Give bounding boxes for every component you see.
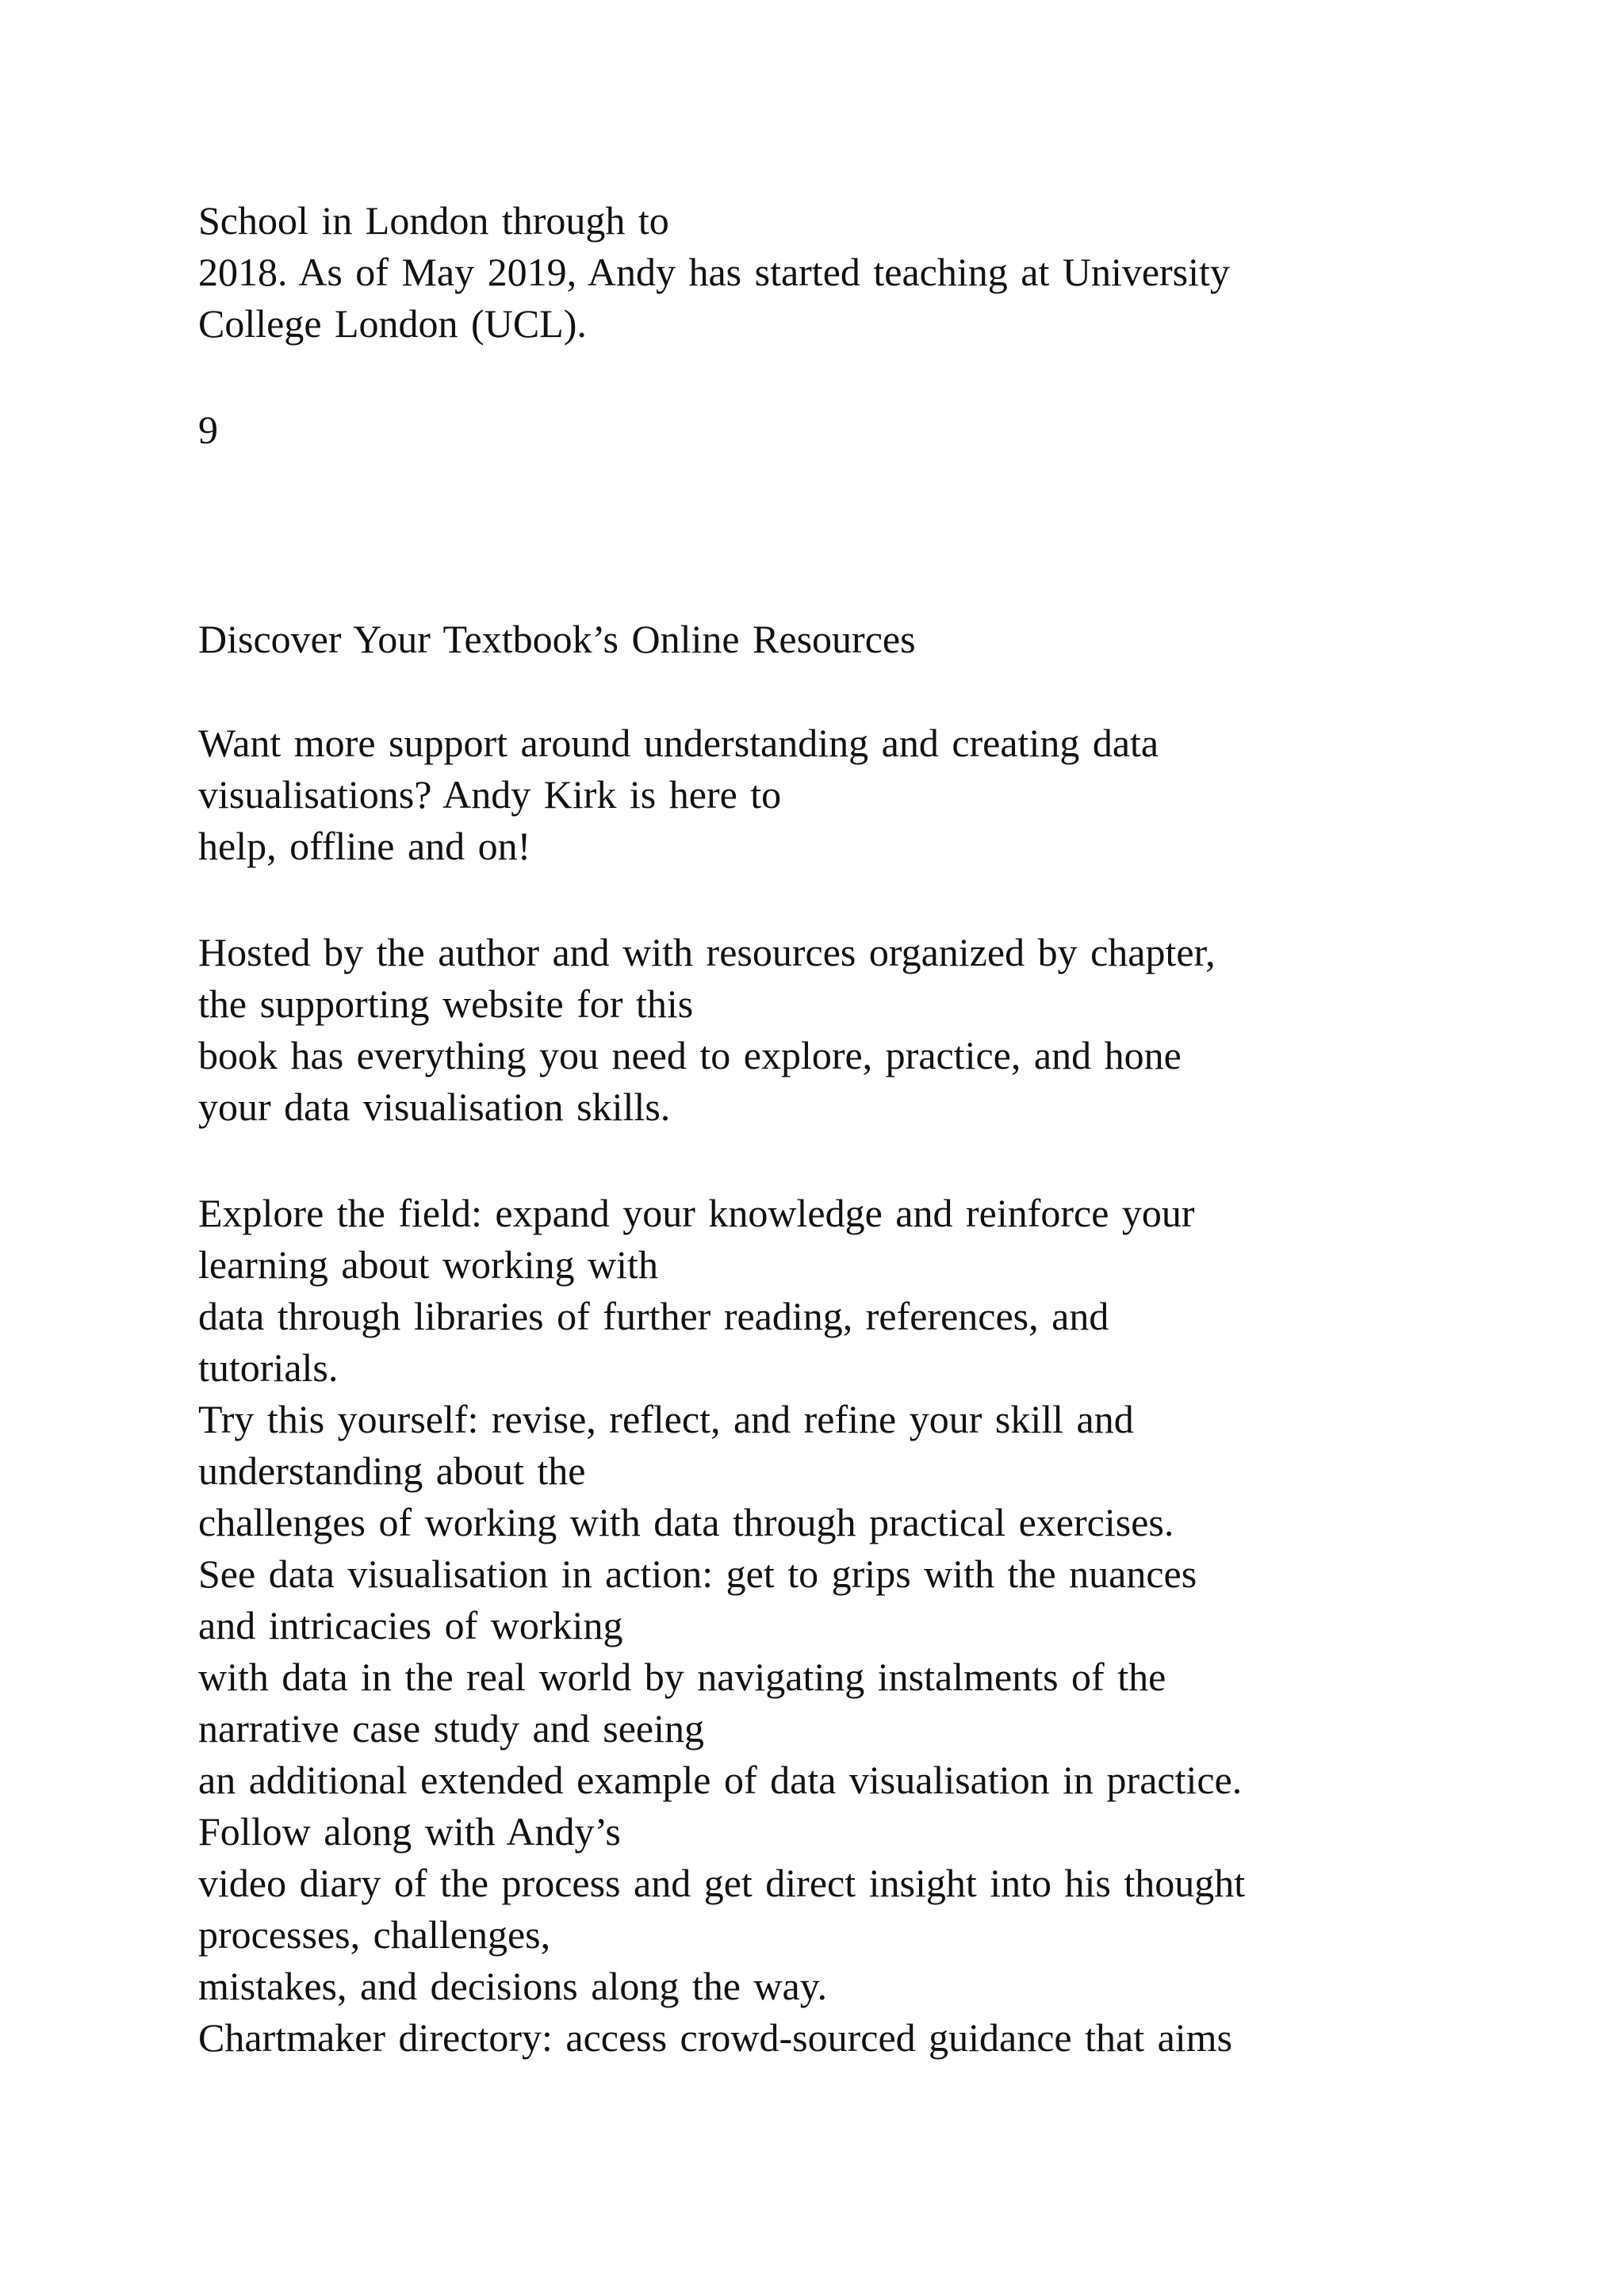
text-line: Explore the field: expand your knowledge and reinforce your (198, 1191, 1195, 1235)
text-line: an additional extended example of data visualisation in practice. (198, 1758, 1243, 1802)
text-line: School in London through to (198, 198, 669, 243)
text-line: Hosted by the author and with resources organized by chapter, (198, 930, 1216, 974)
text-line: visualisations? Andy Kirk is here to (198, 772, 782, 817)
text-line: mistakes, and decisions along the way. (198, 1964, 827, 2008)
text-line: video diary of the process and get direct insight into his thought (198, 1861, 1246, 1905)
text-line: and intricacies of working (198, 1603, 623, 1647)
text-line: processes, challenges, (198, 1912, 551, 1957)
text-line: See data visualisation in action: get to grips with the nuances (198, 1552, 1197, 1596)
text-line: Follow along with Andy’s (198, 1809, 621, 1854)
text-line: Chartmaker directory: access crowd-sourced guidance that aims (198, 2015, 1233, 2060)
text-line: narrative case study and seeing (198, 1706, 704, 1751)
text-line: your data visualisation skills. (198, 1085, 671, 1129)
text-line: 2018. As of May 2019, Andy has started teaching at University (198, 250, 1230, 294)
text-line: Want more support around understanding and creating data (198, 721, 1159, 765)
text-line: challenges of working with data through practical exercises. (198, 1500, 1174, 1544)
text-line: with data in the real world by navigating instalments of the (198, 1655, 1166, 1699)
text-line: learning about working with (198, 1242, 658, 1287)
text-line: Try this yourself: revise, reflect, and refine your skill and (198, 1397, 1134, 1441)
text-line: tutorials. (198, 1345, 339, 1390)
text-line: book has everything you need to explore, practice, and hone (198, 1033, 1182, 1077)
page-number: 9 (198, 408, 218, 452)
text-line: data through libraries of further reading, references, and (198, 1294, 1109, 1338)
text-line: understanding about the (198, 1448, 586, 1493)
text-line: College London (UCL). (198, 301, 587, 346)
text-line: the supporting website for this (198, 982, 694, 1026)
text-line: help, offline and on! (198, 824, 531, 868)
section-heading: Discover Your Textbook’s Online Resources (198, 617, 916, 661)
